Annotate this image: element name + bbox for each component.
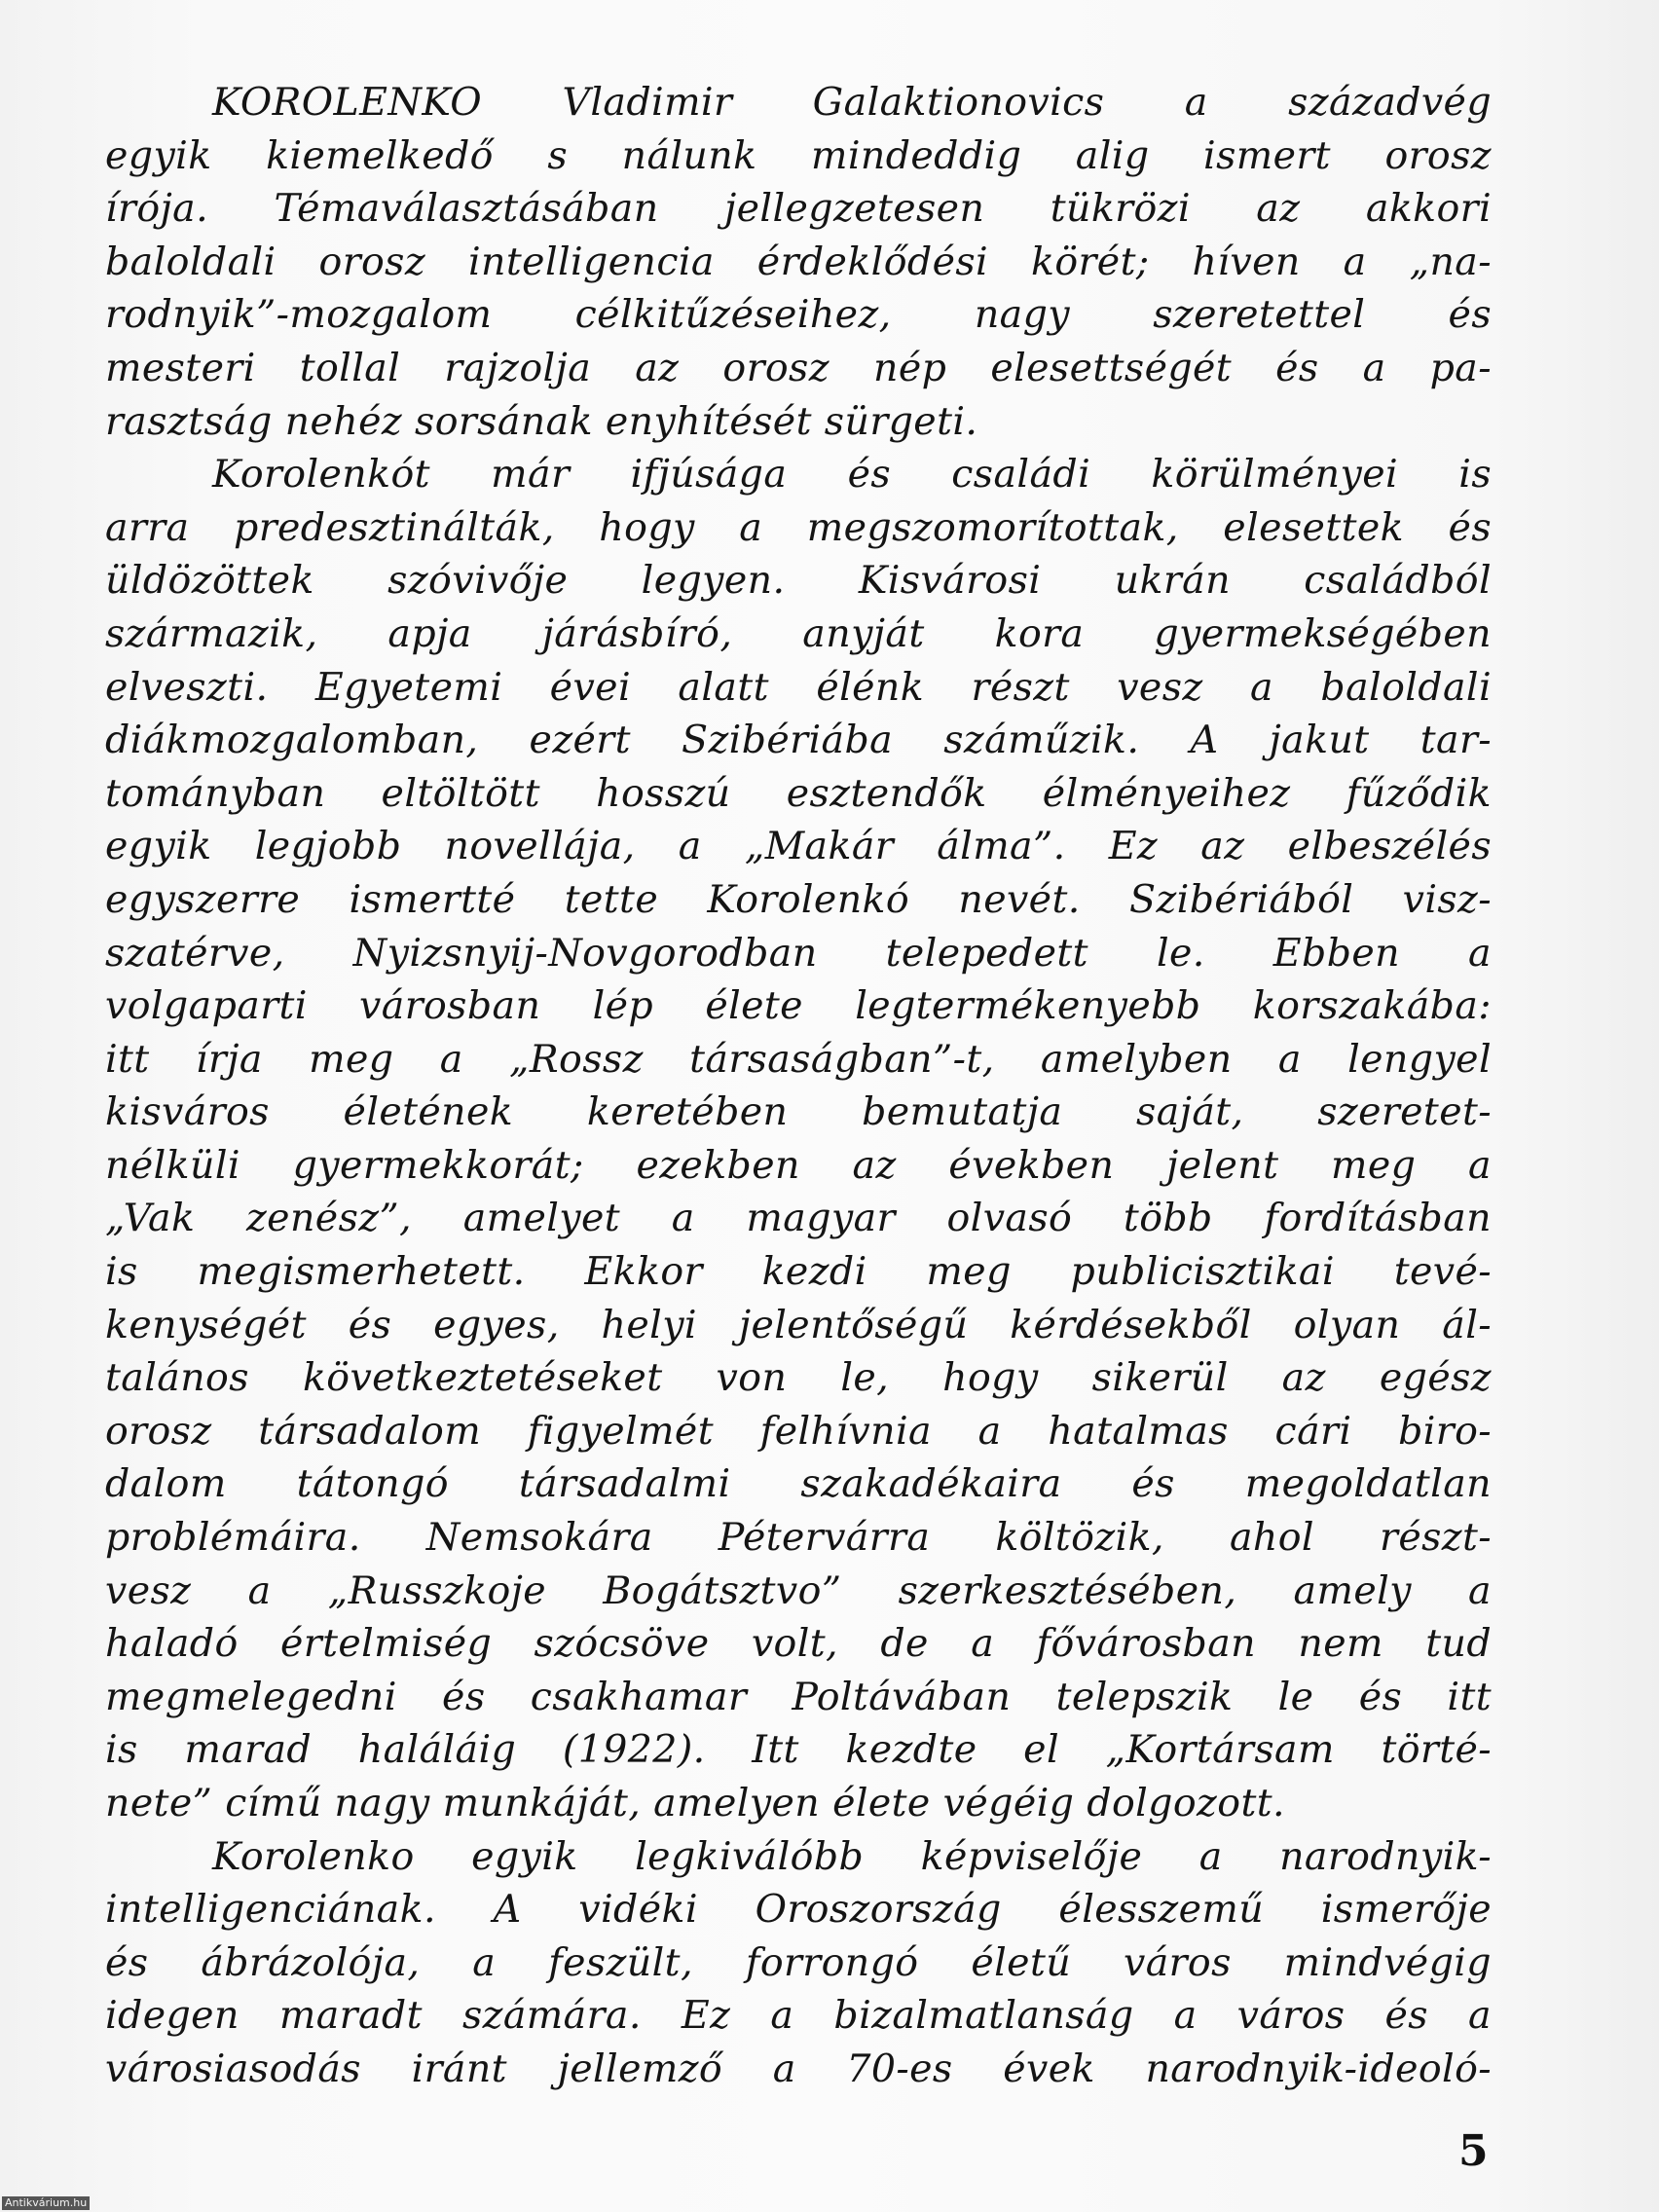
text-line: diákmozgalomban, ezért Szibériába száműzik. A jakut tar- — [105, 718, 1492, 763]
text-line: tományban eltöltött hosszú esztendők élményeihez fűződik — [105, 770, 1492, 816]
text-line: Korolenko egyik legkiválóbb képviselője a narodnyik- — [212, 1833, 1492, 1879]
page-number: 5 — [1458, 2126, 1489, 2176]
text-line: KOROLENKO Vladimir Galaktionovics a századvég — [212, 80, 1492, 125]
text-line: mesteri tollal rajzolja az orosz nép elesettségét és a pa- — [105, 345, 1492, 390]
body-text — [105, 76, 1492, 2096]
text-line: városiasodás iránt jellemző a 70-es évek narodnyik-ideoló- — [105, 2046, 1492, 2091]
text-line: rasztság nehéz sorsának enyhítését sürgeti. — [105, 398, 978, 444]
text-line: elveszti. Egyetemi évei alatt élénk részt vesz a baloldali — [105, 664, 1492, 710]
watermark: Antikvárium.hu — [2, 2196, 90, 2210]
text-line: rodnyik”-mozgalom célkitűzéseihez, nagy szeretettel és — [105, 292, 1492, 338]
text-line: szatérve, Nyizsnyij-Novgorodban telepedett le. Ebben a — [105, 930, 1492, 976]
text-line: baloldali orosz intelligencia érdeklődési körét; híven a „na- — [105, 239, 1492, 284]
text-line: és ábrázolója, a feszült, forrongó életű város mindvégig — [105, 1939, 1492, 1985]
text-line: egyik kiemelkedő s nálunk mindeddig alig ismert orosz — [105, 132, 1492, 178]
text-line: nete” című nagy munkáját, amelyen élete végéig dolgozott. — [105, 1781, 1285, 1825]
text-line: intelligenciának. A vidéki Oroszország élesszemű ismerője — [105, 1887, 1492, 1933]
text-line: is megismerhetett. Ekkor kezdi meg publicisztikai tevé- — [105, 1249, 1492, 1295]
text-line: egyszerre ismertté tette Korolenkó nevét. Szibériából visz- — [105, 876, 1492, 922]
text-line: is marad haláláig (1922). Itt kezdte el „Kortársam törté- — [105, 1727, 1492, 1773]
text-line: dalom tátongó társadalmi szakadékaira és megoldatlan — [105, 1461, 1492, 1507]
text-line: egyik legjobb novellája, a „Makár álma”. Ez az elbeszélés — [105, 824, 1492, 869]
text-line: haladó értelmiség szócsöve volt, de a fővárosban nem tud — [105, 1621, 1492, 1667]
text-line: problémáira. Nemsokára Pétervárra költözik, ahol részt- — [105, 1515, 1492, 1561]
text-line: orosz társadalom figyelmét felhívnia a hatalmas cári biro- — [105, 1408, 1492, 1454]
text-line: írója. Témaválasztásában jellegzetesen tükrözi az akkori — [105, 186, 1492, 232]
text-line: arra predesztinálták, hogy a megszomorítottak, elesettek és — [105, 504, 1492, 550]
text-line: volgaparti városban lép élete legtermékenyebb korszakába: — [105, 983, 1492, 1029]
text-line: származik, apja járásbíró, anyját kora gyermekségében — [105, 610, 1492, 656]
text-line: Korolenkót már ifjúsága és családi körülményei is — [212, 452, 1492, 498]
text-line: nélküli gyermekkorát; ezekben az években jelent meg a — [105, 1142, 1492, 1188]
text-line: kisváros életének keretében bemutatja saját, szeretet- — [105, 1089, 1492, 1135]
text-line: idegen maradt számára. Ez a bizalmatlanság a város és a — [105, 1993, 1492, 2039]
text-line: vesz a „Russzkoje Bogátsztvo” szerkesztésében, amely a — [105, 1567, 1492, 1613]
text-line: üldözöttek szóvivője legyen. Kisvárosi ukrán családból — [105, 558, 1492, 604]
text-line: „Vak zenész”, amelyet a magyar olvasó több fordításban — [105, 1196, 1492, 1241]
text-line: megmelegedni és csakhamar Poltávában telepszik le és itt — [105, 1674, 1492, 1719]
text-line: kenységét és egyes, helyi jelentőségű kérdésekből olyan ál- — [105, 1302, 1492, 1347]
text-line: talános következtetéseket von le, hogy sikerül az egész — [105, 1355, 1492, 1401]
text-line: itt írja meg a „Rossz társaságban”-t, amelyben a lengyel — [105, 1036, 1492, 1082]
